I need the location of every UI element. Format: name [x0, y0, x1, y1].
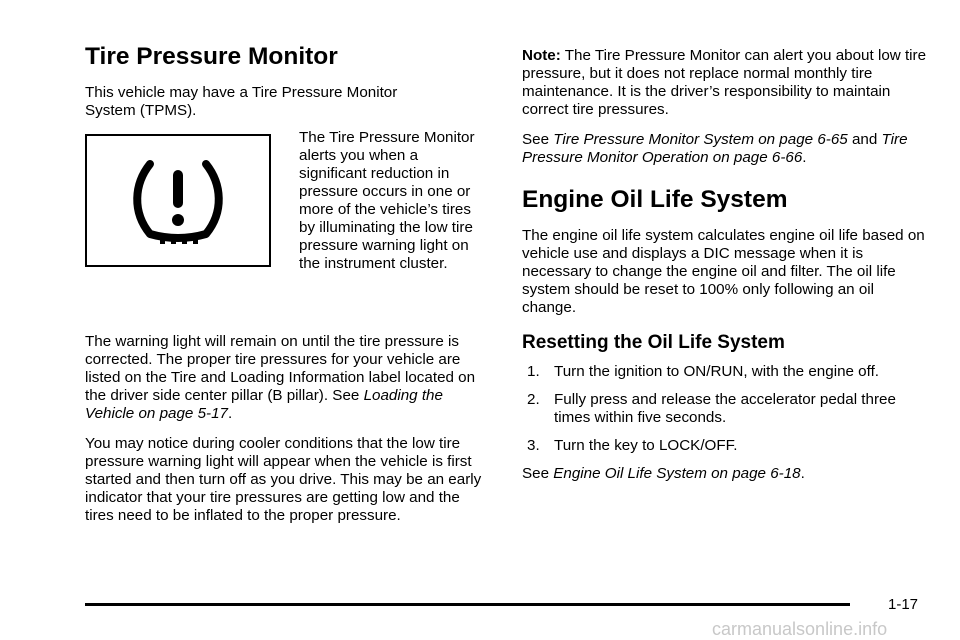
step-number: 2.: [527, 391, 540, 408]
cooler-conditions-paragraph: You may notice during cooler conditions that the low tire pressure warning light will appear when the vehicle is first started and then turn off as you drive. This may be an early indicator that your tire pressures are getting low and the tires need to be inflated to the proper pressure.: [85, 435, 482, 525]
tpms-operation-link[interactable]: Tire Pressure Monitor Operation on page 6-66: [522, 131, 908, 166]
step-text: Turn the key to LOCK/OFF.: [554, 437, 738, 454]
footer-rule: [85, 603, 850, 606]
see-text: See: [522, 131, 554, 148]
note-label: Note:: [522, 47, 561, 64]
tpms-system-link[interactable]: Tire Pressure Monitor System on page 6-65: [553, 131, 848, 148]
right-column: [522, 42, 930, 483]
and-text: and: [847, 131, 882, 148]
step-text: Fully press and release the accelerator pedal three times within five seconds.: [554, 391, 896, 426]
warning-light-paragraph: [85, 333, 490, 423]
oil-life-paragraph: The engine oil life system calculates engine oil life based on vehicle use and displays a DIC message when it is necessary to change the engine oil and filter. The oil life system should be reset to 100% only following an oil change.: [522, 227, 925, 316]
punctuation: .: [800, 465, 805, 482]
figure-row: [85, 129, 490, 288]
punctuation: .: [227, 405, 233, 423]
note-text: The Tire Pressure Monitor can alert you about low tire pressure, but it does not replace normal monthly tire maintenance. It is the driver’s responsibility to maintain correct tire pressures.: [522, 47, 927, 118]
tpms-figure: [85, 134, 271, 267]
subheading-resetting-oil-life: Resetting the Oil Life System: [522, 332, 785, 353]
section-heading-tire-pressure: Tire Pressure Monitor: [85, 43, 338, 70]
intro-paragraph: This vehicle may have a Tire Pressure Monitor System (TPMS).: [85, 84, 398, 119]
watermark: carmanualsonline.info: [712, 619, 888, 639]
reset-steps-list: [522, 363, 930, 455]
figure-caption-text: The Tire Pressure Monitor alerts you when a significant reduction in pressure occurs in one or more of the vehicle’s tires by illuminating the low tire pressure warning light on the instrument cluster.: [299, 129, 475, 272]
step-number: 1.: [527, 363, 540, 380]
see-text: See: [522, 465, 554, 482]
page-number: 1-17: [888, 596, 919, 613]
step-text: Turn the ignition to ON/RUN, with the engine off.: [554, 363, 880, 380]
list-item: [527, 391, 930, 427]
section-heading-engine-oil: Engine Oil Life System: [522, 186, 788, 213]
punctuation: .: [802, 149, 807, 166]
tire-pressure-warning-icon: [126, 158, 230, 244]
note-paragraph: [522, 47, 930, 119]
warning-light-text: The warning light will remain on until the tire pressure is corrected. The proper tire pressures for your vehicle are listed on the Tire and Loading Information label located on the driver side center pillar (B pillar). See: [85, 333, 476, 405]
list-item: [527, 363, 930, 381]
loading-vehicle-link[interactable]: Loading the Vehicle on page 5-17: [85, 387, 443, 423]
see-also-oil-life: [522, 465, 930, 483]
left-column: [85, 42, 490, 525]
see-also-tpms: [522, 131, 930, 167]
step-number: 3.: [527, 437, 540, 454]
list-item: [527, 437, 930, 455]
oil-life-system-link[interactable]: Engine Oil Life System on page 6-18: [553, 465, 801, 482]
